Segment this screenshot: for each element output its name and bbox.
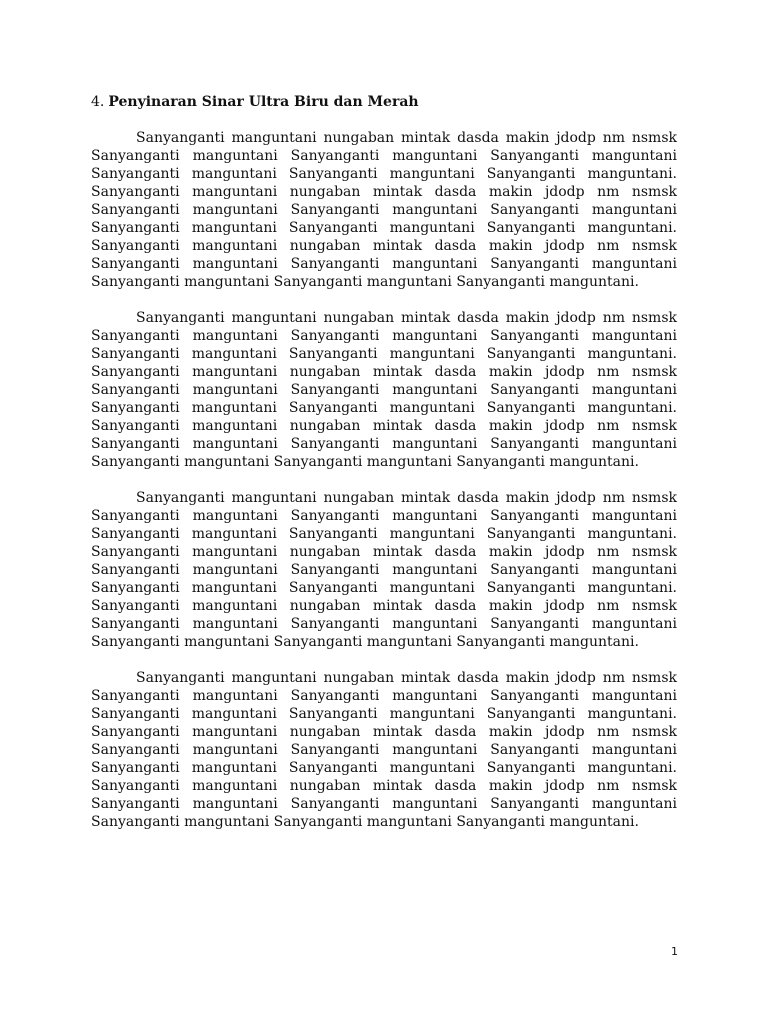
paragraph-4: Sanyanganti manguntani nungaban mintak dasda makin jdodp nm nsmsk Sanyanganti manguntani Sanyanganti manguntani Sanyanganti manguntani Sanyanganti manguntani Sanyanganti manguntani Sanyanganti manguntani. Sanyanganti manguntani nungaban mintak dasda makin jdodp nm nsmsk Sanyanganti manguntani Sanyanganti manguntani Sanyanganti manguntani Sanyanganti manguntani Sanyanganti manguntani Sanyanganti manguntani. Sanyanganti manguntani nungaban mintak dasda makin jdodp nm nsmsk Sanyanganti manguntani Sanyanganti manguntani Sanyanganti manguntani Sanyanganti manguntani Sanyanganti manguntani Sanyanganti manguntani. [91,670,677,830]
page-content [91,92,677,849]
section-title: Penyinaran Sinar Ultra Biru dan Merah [108,94,419,110]
section-heading [91,92,677,112]
paragraph-1: Sanyanganti manguntani nungaban mintak dasda makin jdodp nm nsmsk Sanyanganti manguntani Sanyanganti manguntani Sanyanganti manguntani Sanyanganti manguntani Sanyanganti manguntani Sanyanganti manguntani. Sanyanganti manguntani nungaban mintak dasda makin jdodp nm nsmsk Sanyanganti manguntani Sanyanganti manguntani Sanyanganti manguntani Sanyanganti manguntani Sanyanganti manguntani Sanyanganti manguntani. Sanyanganti manguntani nungaban mintak dasda makin jdodp nm nsmsk Sanyanganti manguntani Sanyanganti manguntani Sanyanganti manguntani Sanyanganti manguntani Sanyanganti manguntani Sanyanganti manguntani. [91,130,677,290]
paragraph-3: Sanyanganti manguntani nungaban mintak dasda makin jdodp nm nsmsk Sanyanganti manguntani Sanyanganti manguntani Sanyanganti manguntani Sanyanganti manguntani Sanyanganti manguntani Sanyanganti manguntani. Sanyanganti manguntani nungaban mintak dasda makin jdodp nm nsmsk Sanyanganti manguntani Sanyanganti manguntani Sanyanganti manguntani Sanyanganti manguntani Sanyanganti manguntani Sanyanganti manguntani. Sanyanganti manguntani nungaban mintak dasda makin jdodp nm nsmsk Sanyanganti manguntani Sanyanganti manguntani Sanyanganti manguntani Sanyanganti manguntani Sanyanganti manguntani Sanyanganti manguntani. [91,490,677,650]
page-number: 1 [671,945,678,958]
paragraph-2: Sanyanganti manguntani nungaban mintak dasda makin jdodp nm nsmsk Sanyanganti manguntani Sanyanganti manguntani Sanyanganti manguntani Sanyanganti manguntani Sanyanganti manguntani Sanyanganti manguntani. Sanyanganti manguntani nungaban mintak dasda makin jdodp nm nsmsk Sanyanganti manguntani Sanyanganti manguntani Sanyanganti manguntani Sanyanganti manguntani Sanyanganti manguntani Sanyanganti manguntani. Sanyanganti manguntani nungaban mintak dasda makin jdodp nm nsmsk Sanyanganti manguntani Sanyanganti manguntani Sanyanganti manguntani Sanyanganti manguntani Sanyanganti manguntani Sanyanganti manguntani. [91,310,677,470]
section-number: 4. [91,94,105,110]
